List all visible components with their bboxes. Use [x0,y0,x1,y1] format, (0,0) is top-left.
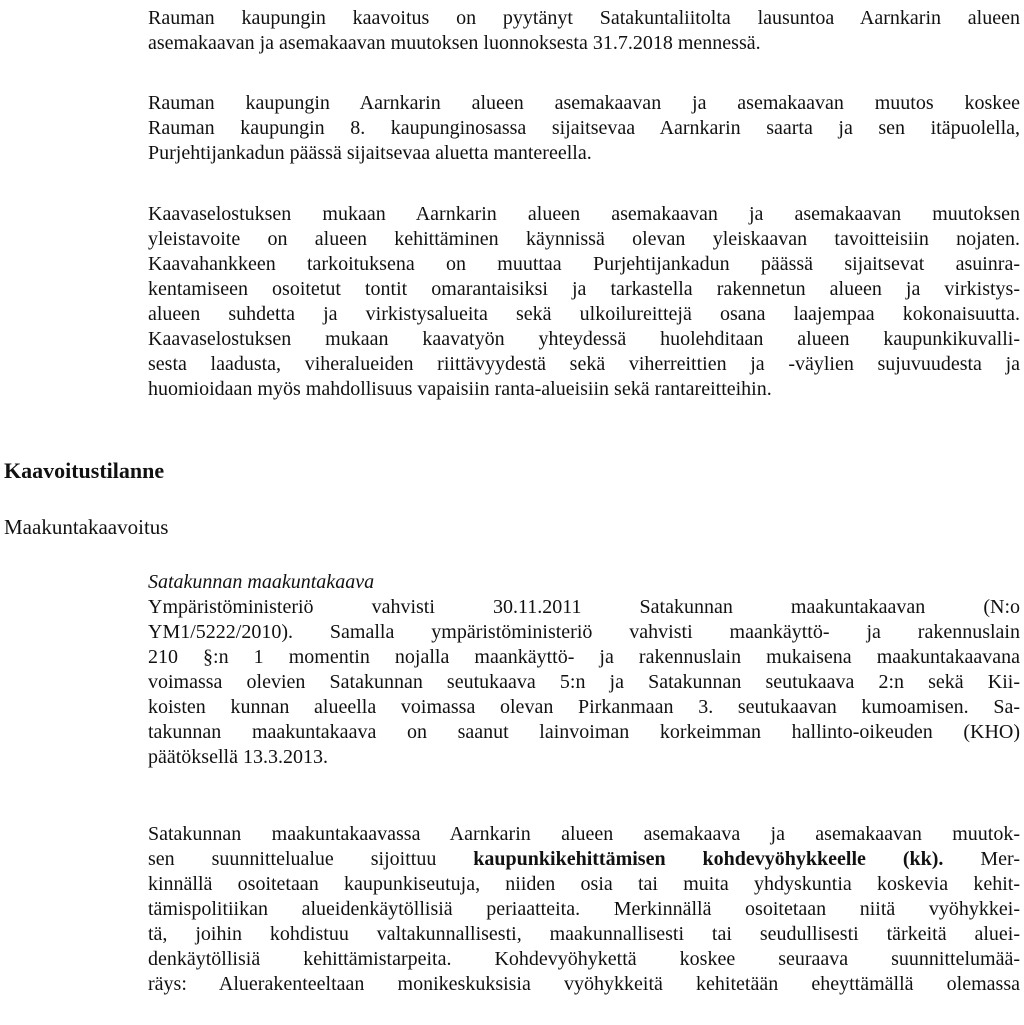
text-line: Kaavaselostuksen mukaan Aarnkarin alueen asemakaavan ja asemakaavan muutoksen [148,203,1020,225]
text-line: asemakaavan ja asemakaavan muutoksen luonnoksesta 31.7.2018 mennessä. [148,32,761,54]
section-heading: Kaavoitustilanne [4,458,165,483]
paragraph-plan-goals [148,202,1020,402]
text-line: Purjehtijankadun päässä sijaitsevaa aluetta mantereella. [148,142,592,164]
paragraph-request [148,6,1020,56]
text-line: Satakunnan maakuntakaavassa Aarnkarin alueen asemakaava ja asemakaavan muutok- [148,823,1020,845]
text-line: Rauman kaupungin kaavoitus on pyytänyt Satakuntaliitolta lausuntoa Aarnkarin alueen [148,7,1020,29]
text-line: YM1/5222/2010). Samalla ympäristöministeriö vahvisti maankäyttö- ja rakennuslain [148,621,1020,643]
text-line: koisten kunnan alueella voimassa olevan Pirkanmaan 3. seutukaavan kumoamisen. Sa- [148,696,1020,718]
text-line: sesta laadusta, viheralueiden riittävyydestä sekä viherreittien ja -väylien sujuvuudesta ja [148,353,1020,375]
paragraph-regional-plan [148,570,1020,770]
zone-designation: kaupunkikehittämisen kohdevyöhykkeelle (kk). [473,848,944,870]
text-line: huomioidaan myös mahdollisuus vapaisiin ranta-alueisiin sekä rantareitteihin. [148,378,772,400]
regional-plan-title: Satakunnan maakuntakaava [148,571,375,593]
text-line: Kaavahankkeen tarkoituksena on muuttaa Purjehtijankadun päässä sijaitsevat asuinra- [148,253,1020,275]
text-line: alueen suhdetta ja virkistysalueita sekä ulkoilureittejä osana laajempaa kokonaisuutta. [148,303,1020,325]
text-line: Rauman kaupungin Aarnkarin alueen asemakaavan ja asemakaavan muutos koskee [148,92,1020,114]
text-line: Kaavaselostuksen mukaan kaavatyön yhteydessä huolehditaan alueen kaupunkikuvalli- [148,328,1020,350]
text-line: räys: Aluerakenteeltaan monikeskuksisia vyöhykkeitä kehitetään eheyttämällä olemassa [148,973,1020,995]
text-line: yleistavoite on alueen kehittäminen käynnissä olevan yleiskaavan tavoitteisiin nojaten. [148,228,1020,250]
text-segment: Mer- [943,848,1020,870]
text-line: tämispolitiikan alueidenkäytöllisiä periaatteita. Merkinnällä osoitetaan niitä vyöhykkei- [148,898,1020,920]
text-line: takunnan maakuntakaava on saanut lainvoiman korkeimman hallinto-oikeuden (KHO) [148,721,1020,743]
text-segment: sen suunnittelualue sijoittuu [148,848,474,870]
paragraph-development-zone [148,822,1020,997]
text-line [148,847,1020,872]
subsection-heading: Maakuntakaavoitus [4,515,169,539]
text-line: tä, joihin kohdistuu valtakunnallisesti, maakunnallisesti tai seudullisesti tärkeitä aluei- [148,923,1020,945]
text-line: Ympäristöministeriö vahvisti 30.11.2011 Satakunnan maakuntakaavan (N:o [148,596,1020,618]
text-line: päätöksellä 13.3.2013. [148,746,328,768]
text-line: 210 §:n 1 momentin nojalla maankäyttö- ja rakennuslain mukaisena maakuntakaavana [148,646,1020,668]
text-line: Rauman kaupungin 8. kaupunginosassa sijaitsevaa Aarnkarin saarta ja sen itäpuolella, [148,117,1020,139]
text-line: denkäytöllisiä kehittämistarpeita. Kohdevyöhykettä koskee seuraava suunnittelumää- [148,948,1020,970]
text-line: kentamiseen osoitetut tontit omarantaisiksi ja tarkastella rakennetun alueen ja virkistys- [148,278,1020,300]
text-line: kinnällä osoitetaan kaupunkiseutuja, niiden osia tai muita yhdyskuntia koskevia kehit- [148,873,1020,895]
paragraph-area-description [148,91,1020,166]
text-line: voimassa olevien Satakunnan seutukaava 5:n ja Satakunnan seutukaava 2:n sekä Kii- [148,671,1020,693]
